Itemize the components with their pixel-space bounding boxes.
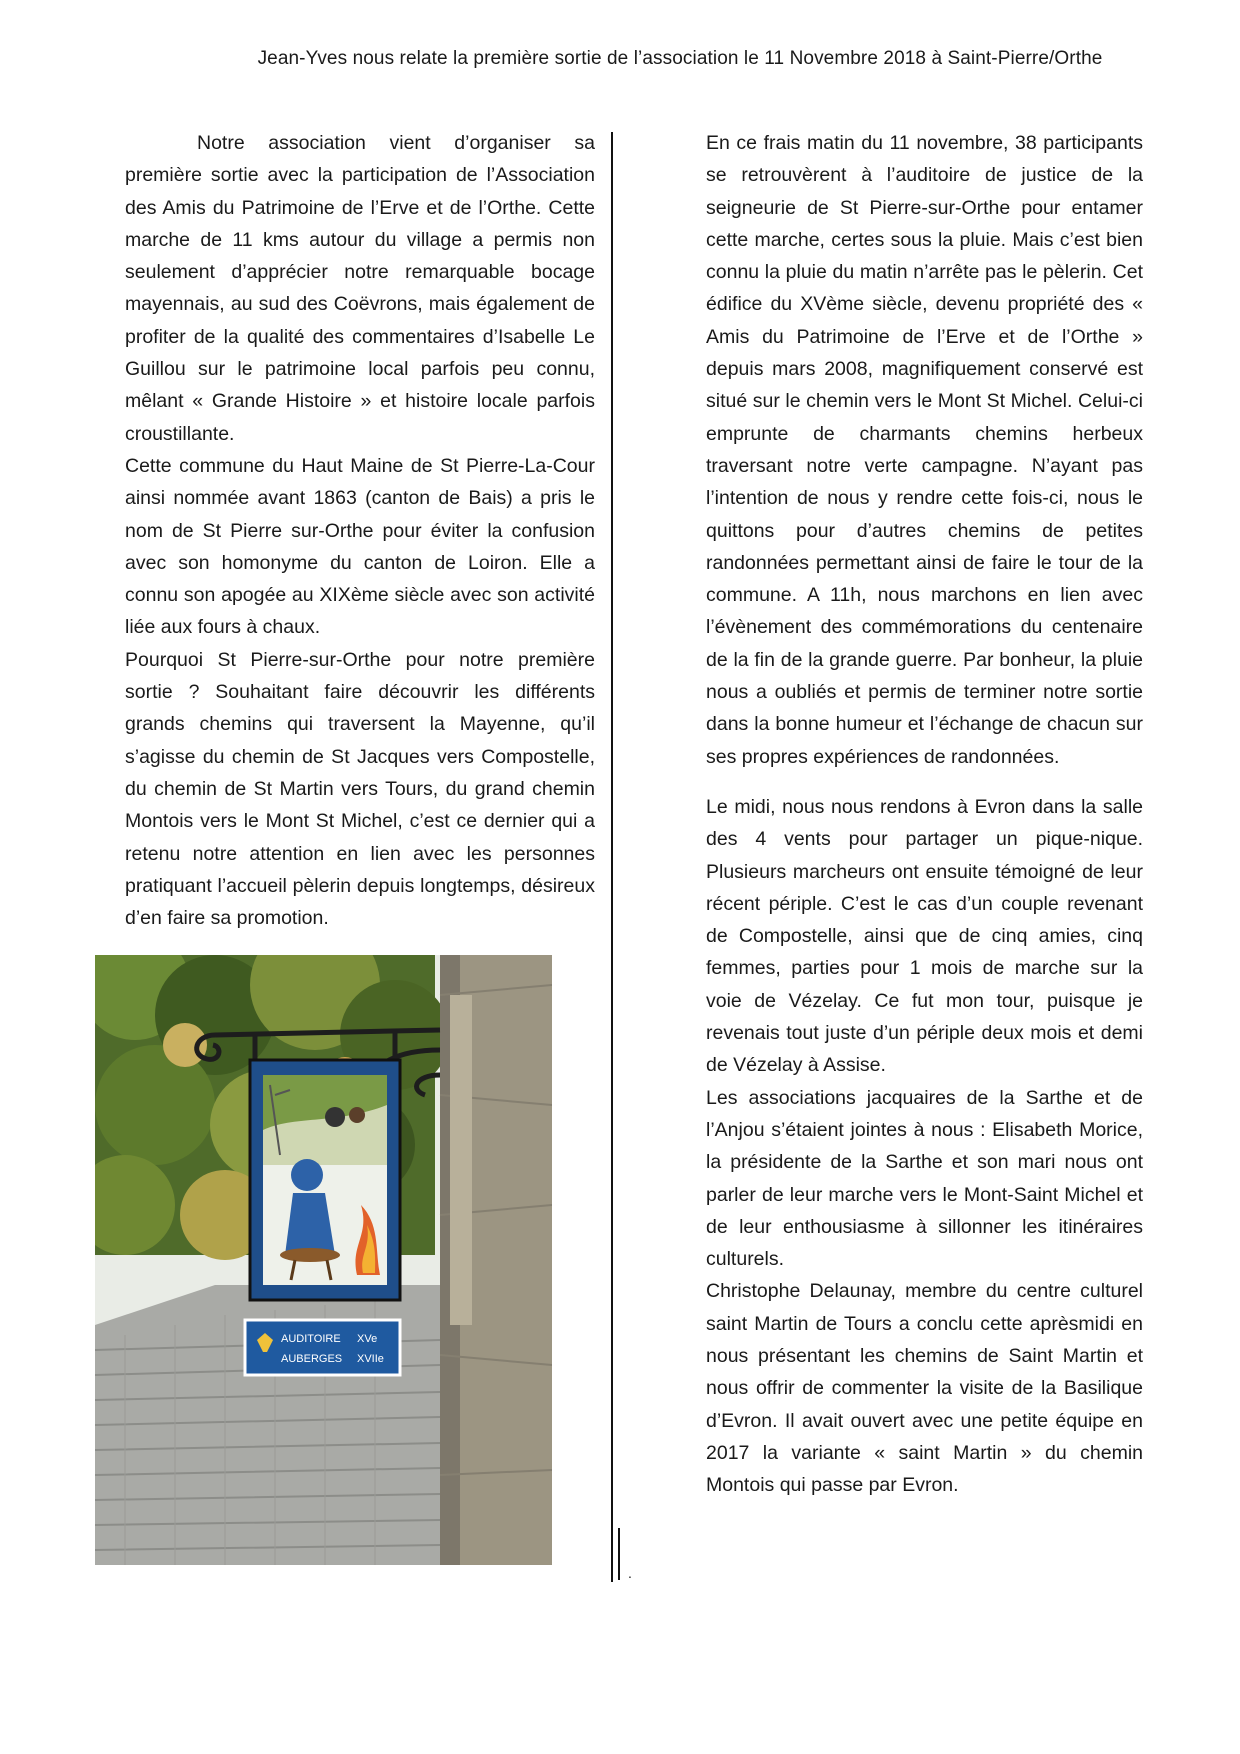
column-divider (611, 132, 613, 1582)
plaque-line2: AUBERGES (281, 1353, 343, 1365)
plaque-line1-century: XVe (357, 1333, 378, 1345)
page-header (0, 48, 1240, 70)
right-paragraph-1: En ce frais matin du 11 novembre, 38 participants se retrouvèrent à l’auditoire de justice de la seigneurie de St Pierre-sur-Orthe pour entamer cette marche, certes sous la pluie. Mais c’est bien connu la pluie du matin n’arrête pas le pèlerin. Cet édifice du XVème siècle, devenu propriété des « Amis du Patrimoine de l’Erve et de l’Orthe » depuis mars 2008, magnifiquement conservé est situé sur le chemin vers le Mont St Michel. Celui-ci emprunte de charmants chemins herbeux traversant notre verte campagne. N’ayant pas l’intention de nous y rendre cette fois-ci, nous le quittons pour d’autres chemins de petites randonnées permettant ainsi de faire le tour de la commune. A 11h, nous marchons en lien avec l’évènement des commémorations du centenaire de la fin de la grande guerre. Par bonheur, la pluie nous a oubliés et permis de terminer notre sortie dans la bonne humeur et l’échange de chacun sur ses propres expériences de randonnées. (706, 132, 1143, 768)
right-paragraph-2: Le midi, nous nous rendons à Evron dans la salle des 4 vents pour partager un pique-nique. Plusieurs marcheurs ont ensuite témoigné de leur récent périple. C’est le cas d’un couple revenant de Compostelle, ainsi que de cinq amies, cinq femmes, parties pour 1 mois de marche sur la voie de Vézelay. Ce fut mon tour, puisque je revenais tout juste d’un périple deux mois et demi de Vézelay à Assise. (706, 795, 1143, 1077)
left-paragraph-3: Pourquoi St Pierre-sur-Orthe pour notre première sortie ? Souhaitant faire découvrir les différents grands chemins qui traversent la Mayenne, qu’il s’agisse du chemin de St Jacques vers Compostelle, du chemin de St Martin vers Tours, du grand chemin Montois vers le Mont St Michel, c’est ce dernier qui a retenu notre attention en lien avec les personnes pratiquant l’accueil pèlerin depuis longtemps, désireux d’en faire sa promotion. (125, 648, 595, 930)
column-divider-bottom (618, 1528, 620, 1580)
auditoire-plaque (245, 1320, 400, 1375)
left-column (125, 127, 595, 934)
stray-dot: . (628, 1565, 632, 1581)
plaque-line2-century: XVIIe (357, 1353, 384, 1365)
header-title: Jean-Yves nous relate la première sortie de l’association le 11 Novembre 2018 à Saint-Pierre/Orthe (257, 48, 1103, 69)
left-paragraph-1: Notre association vient d’organiser sa première sortie avec la participation de l’Association des Amis du Patrimoine de l’Erve et de l’Orthe. Cette marche de 11 kms autour du village a permis non seulement d’apprécier notre remarquable bocage mayennais, au sud des Coëvrons, mais également de profiter de la qualité des commentaires d’Isabelle Le Guillou sur le patrimoine local parfois peu connu, mêlant « Grande Histoire » et histoire locale parfois croustillante. (125, 132, 595, 445)
stone-wall (440, 955, 552, 1565)
hanging-sign (250, 1060, 400, 1300)
plaque-line1: AUDITOIRE (281, 1333, 341, 1345)
right-column (706, 127, 1143, 1501)
right-paragraph-4: Christophe Delaunay, membre du centre culturel saint Martin de Tours a conclu cette aprèsmidi en nous présentant les chemins de Saint Martin et nous offrir de commenter la visite de la Basilique d’Evron. Il avait ouvert avec une petite équipe en 2017 la variante « saint Martin » du chemin Montois qui passe par Evron. (706, 1280, 1143, 1497)
right-paragraph-3: Les associations jacquaires de la Sarthe et de l’Anjou s’étaient jointes à nous : Elisabeth Morice, la présidente de la Sarthe et son mari nous ont parler de leur marche vers le Mont-Saint Michel et de leur enthousiasme à sillonner les itinéraires culturels. (706, 1086, 1143, 1271)
left-paragraph-2: Cette commune du Haut Maine de St Pierre-La-Cour ainsi nommée avant 1863 (canton de Bais) a pris le nom de St Pierre sur-Orthe pour éviter la confusion avec son homonyme du canton de Loiron. Elle a connu son apogée au XIXème siècle avec son activité liée aux fours à chaux. (125, 454, 595, 639)
auditoire-sign-photo (95, 955, 552, 1565)
